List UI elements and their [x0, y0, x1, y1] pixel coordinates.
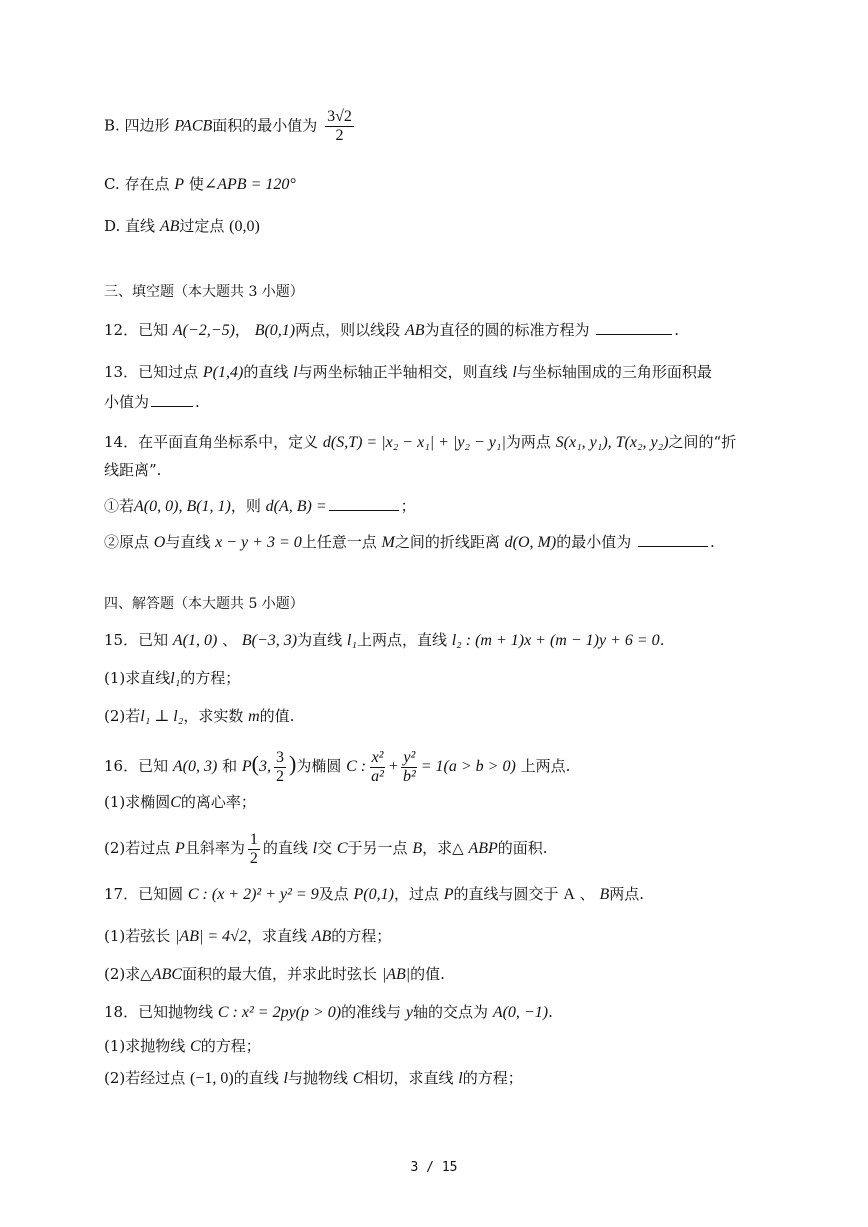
question-18-part1 [104, 1036, 261, 1057]
fraction-numerator: 3√2 [327, 108, 352, 125]
distance-om: d(O, M) [504, 534, 557, 551]
q17-separator: 、 [579, 885, 595, 903]
ellipse-condition: = 1(a > b > 0) [420, 758, 516, 775]
q15b-post: 的值. [259, 707, 295, 725]
points-a-b: A(0, 0), B(1, 1) [134, 498, 231, 515]
q16b-mid4: 于另一点 [347, 839, 408, 857]
q13-mid2: 与两坐标轴正半轴相交，则直线 [297, 363, 508, 381]
slope-fraction [248, 831, 260, 868]
line-l: l [283, 1070, 288, 1087]
fraction-denominator: b² [402, 767, 416, 785]
point-p: P(0,1) [353, 886, 394, 903]
plus-sign: + [388, 758, 398, 775]
ellipse-c: C [170, 794, 181, 811]
q15-mid2: 上两点，直线 [356, 631, 447, 649]
points-s-t: S(x₁, y₁), T(x₂, y₂) [555, 434, 669, 451]
point-a: A [563, 886, 575, 903]
q13-mid1: 的直线 [243, 363, 289, 381]
q17b-post: 的值. [410, 965, 445, 983]
q12-mid: 两点，则以线段 [295, 321, 401, 339]
q16b-post: 的面积. [497, 839, 548, 857]
y-term-fraction [401, 749, 418, 786]
fraction-numerator: x² [371, 748, 384, 766]
q18-end: . [548, 1003, 553, 1021]
fold-distance-definition: d(S,T) = |x₂ − x₁| + |y₂ − y₁| [322, 434, 506, 451]
point-a: A(−2,−5) [172, 322, 235, 339]
fraction-numerator: 3 [276, 748, 284, 766]
fraction-denominator: 2 [276, 767, 284, 785]
q18-prefix: 18．已知抛物线 [104, 1003, 214, 1021]
q16b-mid5: ，求△ [422, 839, 464, 857]
q15-mid1: 为直线 [297, 631, 343, 649]
section-3-heading: 三、填空题（本大题共 3 小题） [104, 284, 304, 300]
segment-ab: AB [404, 322, 425, 339]
point-p: P [174, 176, 185, 193]
perpendicular-condition: l₁ ⊥ l₂ [140, 708, 184, 725]
chord-ab: |AB| [381, 966, 411, 983]
q17-mid1: 及点 [318, 885, 349, 903]
fraction-denominator: 2 [335, 127, 344, 144]
point-m: M [381, 534, 395, 551]
q13-line2: 小值为 [104, 393, 150, 411]
option-b-label: B. 四边形 [104, 116, 170, 135]
q14a-end: ； [400, 497, 416, 515]
option-c-label: C. 存在点 [104, 175, 170, 193]
left-paren: ( [251, 751, 259, 776]
right-paren: ) [289, 751, 297, 776]
option-d-label: D. 直线 [104, 217, 156, 235]
option-d-text: 过定点 [179, 217, 225, 235]
q16b-mid2: 的直线 [262, 839, 308, 857]
variable-m: m [248, 708, 260, 725]
option-c [104, 174, 296, 195]
q13-mid3: 与坐标轴围成的三角形面积最 [516, 363, 712, 381]
question-13 [104, 362, 712, 383]
distance-ab: d(A, B) = [265, 498, 327, 515]
question-18 [104, 1002, 553, 1023]
section-4-heading: 四、解答题（本大题共 5 小题） [104, 596, 304, 612]
min-area-fraction [325, 108, 354, 145]
ellipse-name: C : [346, 758, 367, 775]
line-l: l [458, 1070, 463, 1087]
q16a-prefix: (1)求椭圆 [104, 793, 171, 811]
q12-end: . [674, 321, 680, 339]
point-p: P [175, 840, 185, 857]
q14-mid: 为两点 [505, 433, 551, 451]
q13-end: . [195, 393, 200, 411]
q18b-mid3: 相切，求直线 [363, 1069, 454, 1087]
q18b-post: 的方程； [462, 1069, 523, 1087]
question-17-part2 [104, 964, 445, 985]
q17a-prefix: (1)若弦长 [104, 927, 171, 945]
parabola-c: C [352, 1070, 364, 1087]
point-p-y-fraction [274, 749, 286, 786]
line-l2-equation: l₂ : (m + 1)x + (m − 1)y + 6 = 0 [451, 632, 660, 649]
line-l: l [312, 840, 318, 857]
line-ab: AB [159, 218, 180, 235]
answer-blank[interactable] [596, 320, 672, 335]
question-16 [104, 744, 570, 787]
q12-post: 为直径的圆的标准方程为 [424, 321, 590, 339]
question-12 [104, 320, 679, 341]
y-axis: y [405, 1004, 414, 1021]
answer-blank[interactable] [151, 392, 193, 407]
point-neg1-0: (−1, 0) [190, 1070, 234, 1087]
q14b-end: . [710, 533, 715, 551]
q17-mid3: 的直线与圆交于 [453, 885, 559, 903]
q16-mid: 为椭圆 [296, 757, 342, 775]
q16b-prefix: (2)若过点 [104, 839, 171, 857]
point-b: B(−3, 3) [241, 632, 298, 649]
q14-prefix: 14．在平面直角坐标系中，定义 [104, 433, 319, 451]
option-b [104, 108, 357, 145]
q14a-prefix: ①若 [104, 497, 135, 515]
q15b-mid: ，求实数 [183, 707, 244, 725]
point-a: A(0, 3) [172, 758, 218, 775]
q12-prefix: 12．已知 [104, 321, 169, 339]
chord-length: |AB| = 4√2 [175, 928, 247, 945]
parabola-equation: C : x² = 2py(p > 0) [217, 1004, 342, 1021]
q14b-mid4: 的最小值为 [556, 533, 632, 551]
q18b-mid1: 的直线 [233, 1069, 279, 1087]
line-equation: x − y + 3 = 0 [215, 534, 302, 551]
q16-and: 和 [222, 757, 238, 775]
question-14 [104, 432, 736, 453]
fraction-denominator: a² [371, 767, 384, 785]
question-15-part2 [104, 706, 294, 727]
question-17-part1 [104, 926, 391, 947]
q15-end: . [659, 631, 665, 649]
triangle-abc: ABC [151, 966, 183, 983]
triangle-abp: ABP [468, 840, 498, 857]
q18-mid1: 的准线与 [341, 1003, 402, 1021]
q17-prefix: 17．已知圆 [104, 885, 184, 903]
ellipse-c: C [336, 840, 348, 857]
answer-blank[interactable] [638, 532, 708, 547]
q16-post: 上两点. [520, 757, 571, 775]
q16b-mid3: 交 [317, 839, 333, 857]
q15a-prefix: (1)求直线 [104, 669, 171, 687]
line-l1: l₁ [170, 670, 181, 687]
option-b-text: 面积的最小值为 [212, 116, 318, 135]
point-b: B [412, 840, 423, 857]
q14b-mid1: 与直线 [165, 533, 211, 551]
question-18-part2 [104, 1068, 523, 1089]
fraction-numerator: 1 [249, 830, 258, 848]
option-c-text: 使 [188, 175, 204, 193]
q14b-mid2: 上任意一点 [301, 533, 377, 551]
q17b-mid: 面积的最大值，并求此时弦长 [182, 965, 378, 983]
q18a-prefix: (1)求抛物线 [104, 1037, 186, 1055]
q16-prefix: 16．已知 [104, 757, 169, 775]
point-p: P(1,4) [202, 364, 244, 381]
question-15 [104, 630, 664, 651]
q17a-mid: ，求直线 [246, 927, 307, 945]
origin-o: O [153, 534, 166, 551]
q14a-mid: ，则 [230, 497, 261, 515]
line-l1: l₁ [346, 632, 357, 649]
quadrilateral-name: PACB [174, 117, 213, 135]
q15-prefix: 15．已知 [104, 631, 169, 649]
answer-blank[interactable] [329, 496, 399, 511]
q14b-prefix: ②原点 [104, 533, 150, 551]
point-p: P [443, 886, 454, 903]
q17b-prefix: (2)求△ [104, 965, 152, 983]
point-p: P [241, 758, 252, 775]
q16a-post: 的离心率； [180, 793, 256, 811]
question-17 [104, 884, 644, 905]
question-15-part1 [104, 668, 240, 689]
q15b-prefix: (2)若 [104, 707, 141, 725]
q17a-post: 的方程； [331, 927, 392, 945]
question-16-part2 [104, 828, 548, 869]
q17-mid2: ，过点 [393, 885, 439, 903]
option-d [104, 216, 260, 237]
question-16-part1 [104, 792, 256, 813]
q14b-mid3: 之间的折线距离 [394, 533, 500, 551]
line-l: l [293, 364, 298, 381]
q12-separator: ， [234, 321, 250, 339]
q16b-mid1: 且斜率为 [184, 839, 245, 857]
q18b-prefix: (2)若经过点 [104, 1069, 186, 1087]
line-l: l [512, 364, 517, 381]
x-term-fraction [369, 749, 386, 786]
page-number: 3 / 15 [410, 1160, 458, 1175]
question-14-part2 [104, 532, 715, 553]
fraction-denominator: 2 [249, 849, 258, 867]
angle-apb: ∠APB = 120° [203, 176, 296, 193]
line-ab: AB [311, 928, 332, 945]
q15a-post: 的方程； [180, 669, 241, 687]
circle-equation: C : (x + 2)² + y² = 9 [187, 886, 319, 903]
q13-prefix: 13．已知过点 [104, 363, 199, 381]
point-b: B [599, 886, 610, 903]
question-14-line2: 线距离”. [104, 461, 162, 479]
point-b: B(0,1) [254, 322, 296, 339]
q14-post: 之间的“折 [668, 433, 737, 451]
q17-post: 两点. [609, 885, 645, 903]
q18a-post: 的方程； [200, 1037, 261, 1055]
fraction-numerator: y² [403, 748, 416, 766]
point-p-x: 3, [259, 758, 271, 775]
q15-separator: 、 [222, 631, 238, 649]
fixed-point: (0,0) [229, 218, 260, 235]
parabola-c: C [190, 1038, 201, 1055]
question-13-line2 [104, 392, 200, 412]
q18-mid2: 轴的交点为 [413, 1003, 489, 1021]
point-a: A(0, −1) [492, 1004, 549, 1021]
question-14-part1 [104, 496, 416, 517]
q18b-mid2: 与抛物线 [287, 1069, 348, 1087]
point-a: A(1, 0) [172, 632, 218, 649]
